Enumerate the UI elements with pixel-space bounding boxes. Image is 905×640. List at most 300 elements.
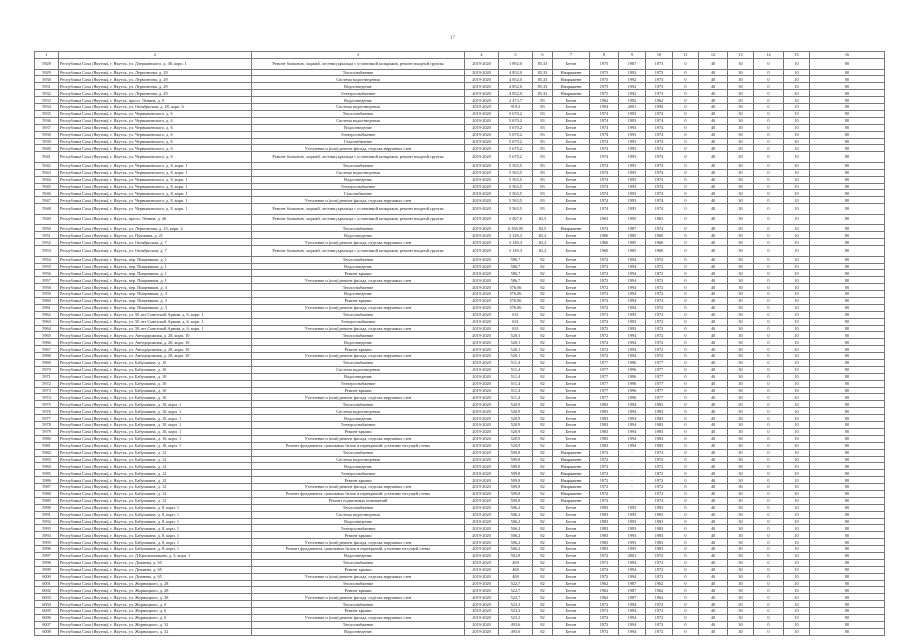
table-cell-mat: Бетон: [553, 239, 590, 246]
table-cell-pct: 82: [533, 318, 553, 325]
table-cell-pct: 83: [533, 138, 553, 145]
table-cell-c14: 0: [754, 162, 784, 169]
table-cell-y1: 1972: [590, 449, 619, 456]
table-cell-y2: 1993: [619, 511, 646, 518]
table-cell-pct: 83: [533, 124, 553, 131]
table-cell-y1: 1975: [590, 90, 619, 97]
table-cell-mat: Напряженн: [553, 484, 590, 491]
table-cell-pct: 85,33: [533, 90, 553, 97]
table-cell-c14: 0: [754, 183, 784, 190]
table-cell-c15: 10: [784, 246, 810, 257]
table-cell-c12: 40: [699, 614, 728, 621]
table-cell-area: 506,2: [499, 539, 533, 546]
table-cell-y1: 1972: [590, 311, 619, 318]
table-cell-c13: 30: [728, 463, 754, 470]
table-cell-addr: Республика Саха (Якутия), г. Якутск, пер. Пищевиков, д. 3: [59, 284, 252, 291]
table-cell-c12: 40: [699, 559, 728, 566]
table-row: [35, 131, 885, 138]
table-cell-y3: 1972: [646, 304, 673, 311]
table-cell-c14: 0: [754, 621, 784, 628]
table-cell-area: 631: [499, 325, 533, 332]
table-cell-c13: 30: [728, 477, 754, 484]
table-cell-c15: 10: [784, 504, 810, 511]
table-row: [35, 621, 885, 628]
table-cell-area: 5 563,5: [499, 190, 533, 197]
table-cell-c16: 80: [810, 246, 885, 257]
table-cell-work: Ремонт крыши: [252, 532, 465, 539]
table-cell-c11: 0: [673, 110, 699, 117]
table-cell-no: 5980: [35, 435, 59, 442]
table-cell-y2: 1993: [619, 117, 646, 124]
table-cell-c13: 30: [728, 346, 754, 353]
table-cell-y2: 1993: [619, 539, 646, 546]
table-cell-no: 5948: [35, 204, 59, 215]
table-cell-c14: 0: [754, 339, 784, 346]
table-cell-c16: 80: [810, 573, 885, 580]
table-cell-c16: 80: [810, 117, 885, 124]
table-cell-c16: 80: [810, 628, 885, 635]
table-cell-c16: 80: [810, 428, 885, 435]
table-cell-no: 5979: [35, 428, 59, 435]
table-cell-y1: 1972: [590, 298, 619, 305]
table-cell-y3: 1972: [646, 339, 673, 346]
table-cell-work: Ремонт фундамента, цокольных балок и перекрытий, усиление несущей стены: [252, 490, 465, 497]
table-cell-addr: Республика Саха (Якутия), г. Якутск, ул. 50 лет Советской Армии, д. 6, корп. 1: [59, 311, 252, 318]
table-cell-pct: 83: [533, 117, 553, 124]
table-cell-c15: 10: [784, 284, 810, 291]
table-cell-c11: 0: [673, 387, 699, 394]
table-cell-addr: Республика Саха (Якутия), г. Якутск, ул. Октябрьская, д. 7: [59, 239, 252, 246]
table-cell-c15: 10: [784, 628, 810, 635]
table-cell-c14: 0: [754, 552, 784, 559]
table-cell-c15: 10: [784, 435, 810, 442]
table-cell-y2: 1993: [619, 190, 646, 197]
table-cell-work: Водоотведение: [252, 415, 465, 422]
table-cell-c12: 40: [699, 532, 728, 539]
column-header: 15: [784, 52, 810, 59]
table-cell-y2: 1993: [619, 518, 646, 525]
table-cell-c15: 10: [784, 566, 810, 573]
table-cell-period: 2019-2020: [465, 401, 499, 408]
table-row: [35, 339, 885, 346]
table-cell-work: Водоотведение: [252, 463, 465, 470]
table-row: [35, 110, 885, 117]
table-cell-c14: 0: [754, 442, 784, 449]
register-table: [34, 51, 885, 636]
table-cell-y1: 1974: [590, 176, 619, 183]
table-row: [35, 325, 885, 332]
table-cell-y3: 1972: [646, 470, 673, 477]
table-cell-c12: 40: [699, 552, 728, 559]
table-cell-area: 520,9: [499, 435, 533, 442]
table-row: [35, 311, 885, 318]
table-cell-no: 5972: [35, 380, 59, 387]
table-cell-c15: 10: [784, 456, 810, 463]
table-row: [35, 394, 885, 401]
table-cell-y1: 1983: [590, 511, 619, 518]
table-cell-c15: 10: [784, 263, 810, 270]
table-cell-addr: Республика Саха (Якутия), г. Якутск, пер. Пищевиков, д. 1: [59, 277, 252, 284]
table-row: [35, 511, 885, 518]
table-cell-area: 523,3: [499, 614, 533, 621]
table-cell-addr: Республика Саха (Якутия), г. Якутск, ул. Чернышевского, д. 6: [59, 138, 252, 145]
table-cell-work: Утепление и (или) ремонт фасада, отделка наружных стен: [252, 394, 465, 401]
table-cell-no: 5947: [35, 197, 59, 204]
table-cell-y3: 1983: [646, 518, 673, 525]
table-cell-c16: 80: [810, 204, 885, 215]
table-row: [35, 497, 885, 504]
table-cell-no: 6004: [35, 601, 59, 608]
table-cell-y3: 1994: [646, 104, 673, 111]
table-cell-y1: 1972: [590, 263, 619, 270]
table-cell-c14: 0: [754, 332, 784, 339]
table-row: [35, 204, 885, 215]
table-cell-c14: 0: [754, 532, 784, 539]
table-cell-y2: 1994: [619, 621, 646, 628]
table-cell-period: 2019-2020: [465, 69, 499, 76]
table-cell-y2: 1994: [619, 566, 646, 573]
table-cell-no: 5973: [35, 387, 59, 394]
table-cell-y1: 1963: [590, 214, 619, 225]
table-cell-work: Водоотведение: [252, 83, 465, 90]
table-cell-c13: 30: [728, 573, 754, 580]
table-cell-pct: 82: [533, 304, 553, 311]
table-cell-pct: 82: [533, 539, 553, 546]
table-cell-c13: 30: [728, 394, 754, 401]
column-header: 13: [728, 52, 754, 59]
table-cell-area: 506,2: [499, 546, 533, 553]
table-cell-period: 2019-2020: [465, 131, 499, 138]
table-cell-c11: 0: [673, 176, 699, 183]
table-cell-no: 5943: [35, 169, 59, 176]
table-cell-y2: 1994: [619, 346, 646, 353]
table-cell-addr: Республика Саха (Якутия), г. Якутск, ул. Лермонтова, д. 23, корп. 2: [59, 225, 252, 232]
table-cell-period: 2019-2020: [465, 318, 499, 325]
table-cell-c13: 30: [728, 110, 754, 117]
table-cell-c12: 40: [699, 298, 728, 305]
table-cell-c12: 40: [699, 225, 728, 232]
table-cell-y1: 1974: [590, 162, 619, 169]
table-cell-c14: 0: [754, 484, 784, 491]
table-cell-y3: 1977: [646, 380, 673, 387]
table-cell-area: 520,9: [499, 415, 533, 422]
table-cell-c16: 80: [810, 401, 885, 408]
table-cell-addr: Республика Саха (Якутия), г. Якутск, ул. Жорницкого, д. 6: [59, 614, 252, 621]
table-cell-no: 5954: [35, 256, 59, 263]
table-cell-c13: 30: [728, 360, 754, 367]
table-row: [35, 532, 885, 539]
table-cell-addr: Республика Саха (Якутия), г. Якутск, пер. Пищевиков, д. 1: [59, 256, 252, 263]
table-cell-c11: 0: [673, 69, 699, 76]
table-cell-c16: 80: [810, 169, 885, 176]
table-cell-mat: Бетон: [553, 601, 590, 608]
table-cell-mat: Напряженн: [553, 477, 590, 484]
table-row: [35, 263, 885, 270]
table-cell-no: 5936: [35, 117, 59, 124]
table-cell-c16: 80: [810, 532, 885, 539]
table-cell-y2: 1994: [619, 442, 646, 449]
table-cell-area: 5 563,5: [499, 176, 533, 183]
table-cell-y1: 1983: [590, 518, 619, 525]
table-cell-mat: Бетон: [553, 401, 590, 408]
table-cell-work: Утепление и (или) ремонт фасада, отделка наружных стен: [252, 145, 465, 152]
table-cell-addr: Республика Саха (Якутия), г. Якутск, пер. Пищевиков, д. 1: [59, 270, 252, 277]
table-cell-y1: 1972: [590, 621, 619, 628]
table-cell-c13: 30: [728, 442, 754, 449]
table-cell-c16: 80: [810, 559, 885, 566]
table-cell-c15: 10: [784, 587, 810, 594]
table-cell-pct: 85,33: [533, 69, 553, 76]
table-cell-mat: Бетон: [553, 511, 590, 518]
table-row: [35, 270, 885, 277]
table-cell-y2: 1996: [619, 380, 646, 387]
table-cell-y1: 1983: [590, 435, 619, 442]
table-cell-c15: 10: [784, 76, 810, 83]
table-cell-addr: Республика Саха (Якутия), г. Якутск, ул. Бабушкина, д. 10: [59, 394, 252, 401]
table-cell-pct: 82,2: [533, 246, 553, 257]
table-cell-c11: 0: [673, 566, 699, 573]
table-cell-area: 3 149,3: [499, 246, 533, 257]
table-cell-c14: 0: [754, 573, 784, 580]
table-cell-mat: Напряженн: [553, 76, 590, 83]
table-cell-mat: Бетон: [553, 97, 590, 104]
table-cell-work: Ремонт крыши: [252, 566, 465, 573]
table-cell-period: 2019-2020: [465, 621, 499, 628]
table-cell-no: 5965: [35, 332, 59, 339]
table-cell-addr: Республика Саха (Якутия), г. Якутск, ул. Бабушкина, д. 8, корп. 1: [59, 518, 252, 525]
table-cell-c11: 0: [673, 601, 699, 608]
table-cell-pct: 82: [533, 387, 553, 394]
table-cell-work: Система водоотведения: [252, 169, 465, 176]
table-cell-c15: 10: [784, 169, 810, 176]
table-cell-c16: 80: [810, 497, 885, 504]
table-cell-period: 2019-2020: [465, 477, 499, 484]
table-cell-y3: 1972: [646, 318, 673, 325]
table-cell-addr: Республика Саха (Якутия), г. Якутск, ул. Чернышевского, д. 6: [59, 131, 252, 138]
table-cell-work: Утепление и (или) ремонт фасада, отделка наружных стен: [252, 277, 465, 284]
table-cell-c15: 10: [784, 360, 810, 367]
table-cell-y3: 1973: [646, 83, 673, 90]
table-cell-c16: 80: [810, 449, 885, 456]
table-cell-c13: 30: [728, 497, 754, 504]
table-cell-area: 5 670,2: [499, 145, 533, 152]
table-cell-mat: Напряженн: [553, 490, 590, 497]
table-cell-c16: 80: [810, 152, 885, 163]
table-cell-mat: Бетон: [553, 197, 590, 204]
table-cell-c16: 80: [810, 346, 885, 353]
table-cell-work: Водоотведение: [252, 97, 465, 104]
table-cell-y3: 1972: [646, 449, 673, 456]
table-cell-area: 469: [499, 573, 533, 580]
table-cell-y2: -: [619, 470, 646, 477]
table-cell-c12: 40: [699, 387, 728, 394]
table-cell-work: Ремонт подвальных помещений: [252, 497, 465, 504]
table-cell-y3: 1974: [646, 138, 673, 145]
column-header: 3: [252, 52, 465, 59]
table-cell-c16: 80: [810, 214, 885, 225]
table-cell-y3: 1974: [646, 197, 673, 204]
table-cell-y1: 1983: [590, 415, 619, 422]
table-cell-no: 5999: [35, 566, 59, 573]
table-cell-c16: 80: [810, 456, 885, 463]
table-cell-no: 5966: [35, 339, 59, 346]
table-cell-addr: Республика Саха (Якутия), г. Якутск, ул. Бабушкина, д. 12: [59, 484, 252, 491]
table-cell-c12: 40: [699, 97, 728, 104]
table-cell-mat: Бетон: [553, 504, 590, 511]
table-cell-c14: 0: [754, 428, 784, 435]
table-cell-addr: Республика Саха (Якутия), г. Якутск, ул. Бабушкина, д. 10: [59, 360, 252, 367]
table-cell-pct: 82: [533, 263, 553, 270]
table-cell-c12: 40: [699, 415, 728, 422]
table-cell-c13: 30: [728, 152, 754, 163]
table-cell-y1: 1983: [590, 539, 619, 546]
table-cell-pct: 83: [533, 97, 553, 104]
table-cell-y3: 1960: [646, 239, 673, 246]
table-cell-c13: 30: [728, 183, 754, 190]
table-row: [35, 277, 885, 284]
table-cell-c14: 0: [754, 408, 784, 415]
table-cell-c15: 10: [784, 353, 810, 360]
table-row: [35, 594, 885, 601]
column-header: 6: [533, 52, 553, 59]
table-cell-pct: 82,5: [533, 214, 553, 225]
table-cell-work: Утепление и (или) ремонт фасада, отделка наружных стен: [252, 484, 465, 491]
table-row: [35, 138, 885, 145]
table-cell-mat: Бетон: [553, 532, 590, 539]
table-cell-y2: 1994: [619, 628, 646, 635]
table-cell-pct: 83: [533, 190, 553, 197]
table-cell-period: 2019-2020: [465, 380, 499, 387]
table-cell-area: 586,7: [499, 263, 533, 270]
table-cell-c16: 80: [810, 318, 885, 325]
table-cell-pct: 82,2: [533, 232, 553, 239]
table-cell-no: 5951: [35, 232, 59, 239]
table-cell-c12: 40: [699, 124, 728, 131]
table-cell-c16: 80: [810, 256, 885, 263]
table-cell-addr: Республика Саха (Якутия), г. Якутск, пер. Пищевиков, д. 1: [59, 263, 252, 270]
table-row: [35, 518, 885, 525]
table-cell-c11: 0: [673, 608, 699, 615]
table-cell-addr: Республика Саха (Якутия), г. Якутск, ул. Жорницкого, д. 6: [59, 601, 252, 608]
table-cell-c11: 0: [673, 204, 699, 215]
table-cell-addr: Республика Саха (Якутия), г. Якутск, ул. Лермонтова, д. 29: [59, 90, 252, 97]
table-cell-y1: 1960: [590, 232, 619, 239]
table-cell-c15: 10: [784, 90, 810, 97]
table-cell-c15: 10: [784, 408, 810, 415]
table-cell-y3: 1974: [646, 169, 673, 176]
table-cell-y1: 1972: [590, 291, 619, 298]
table-cell-c15: 10: [784, 318, 810, 325]
table-cell-c13: 30: [728, 270, 754, 277]
table-cell-c11: 0: [673, 594, 699, 601]
table-row: [35, 463, 885, 470]
table-cell-area: 2 473,7: [499, 97, 533, 104]
table-cell-y3: 1974: [646, 162, 673, 169]
table-cell-pct: 82: [533, 373, 553, 380]
table-cell-mat: Напряженн: [553, 449, 590, 456]
table-cell-c14: 0: [754, 559, 784, 566]
table-cell-addr: Республика Саха (Якутия), г. Якутск, ул. Автодорожная, д. 28, корп. 10: [59, 353, 252, 360]
table-cell-work: Электроснабжение: [252, 318, 465, 325]
table-cell-period: 2019-2020: [465, 628, 499, 635]
table-cell-addr: Республика Саха (Якутия), г. Якутск, ул. Дежнева, д. 65: [59, 566, 252, 573]
table-cell-period: 2019-2020: [465, 225, 499, 232]
table-cell-pct: 82: [533, 428, 553, 435]
table-cell-c16: 80: [810, 484, 885, 491]
table-cell-addr: Республика Саха (Якутия), г. Якутск, ул. Бабушкина, д. 12: [59, 456, 252, 463]
table-cell-c15: 10: [784, 470, 810, 477]
table-cell-pct: 82: [533, 380, 553, 387]
table-cell-pct: 82: [533, 552, 553, 559]
table-cell-mat: Бетон: [553, 580, 590, 587]
table-cell-y1: 1994: [590, 104, 619, 111]
table-cell-c11: 0: [673, 256, 699, 263]
table-cell-y3: 1977: [646, 373, 673, 380]
table-cell-area: 506,2: [499, 525, 533, 532]
table-cell-period: 2019-2020: [465, 311, 499, 318]
table-cell-c12: 40: [699, 152, 728, 163]
table-row: [35, 190, 885, 197]
column-header: 11: [673, 52, 699, 59]
table-cell-mat: Напряженн: [553, 83, 590, 90]
table-cell-c15: 10: [784, 204, 810, 215]
table-cell-c12: 40: [699, 204, 728, 215]
table-cell-c11: 0: [673, 214, 699, 225]
table-cell-c13: 30: [728, 325, 754, 332]
table-cell-area: 506,2: [499, 504, 533, 511]
table-cell-c15: 10: [784, 214, 810, 225]
table-cell-c16: 80: [810, 339, 885, 346]
table-cell-pct: 82: [533, 449, 553, 456]
table-cell-c13: 30: [728, 435, 754, 442]
table-cell-y3: 1983: [646, 511, 673, 518]
table-cell-area: 509,8: [499, 456, 533, 463]
table-row: [35, 284, 885, 291]
table-cell-c14: 0: [754, 594, 784, 601]
table-cell-mat: Напряженн: [553, 90, 590, 97]
table-cell-c12: 40: [699, 325, 728, 332]
column-header: 16: [810, 52, 885, 59]
table-cell-area: 5 563,5: [499, 162, 533, 169]
table-cell-c15: 10: [784, 197, 810, 204]
table-cell-c11: 0: [673, 284, 699, 291]
table-cell-period: 2019-2020: [465, 518, 499, 525]
table-cell-no: 5987: [35, 484, 59, 491]
table-cell-c15: 10: [784, 304, 810, 311]
table-cell-c12: 40: [699, 456, 728, 463]
table-cell-period: 2019-2020: [465, 239, 499, 246]
table-cell-y1: 1962: [590, 580, 619, 587]
table-cell-c14: 0: [754, 90, 784, 97]
table-cell-mat: Напряженн: [553, 225, 590, 232]
table-cell-y2: 1996: [619, 366, 646, 373]
table-cell-c14: 0: [754, 580, 784, 587]
table-cell-y1: 1972: [590, 566, 619, 573]
table-cell-period: 2019-2020: [465, 470, 499, 477]
table-cell-area: 522,7: [499, 594, 533, 601]
table-cell-work: Утепление и (или) ремонт фасада, отделка наружных стен: [252, 435, 465, 442]
column-header: 5: [499, 52, 533, 59]
table-cell-c13: 30: [728, 145, 754, 152]
table-cell-work: Ремонт крыши: [252, 587, 465, 594]
table-cell-area: 576,06: [499, 284, 533, 291]
table-cell-c16: 80: [810, 504, 885, 511]
table-cell-c12: 40: [699, 318, 728, 325]
table-cell-c16: 80: [810, 277, 885, 284]
table-row: [35, 169, 885, 176]
table-cell-pct: 82: [533, 298, 553, 305]
table-cell-work: Теплоснабжение: [252, 311, 465, 318]
